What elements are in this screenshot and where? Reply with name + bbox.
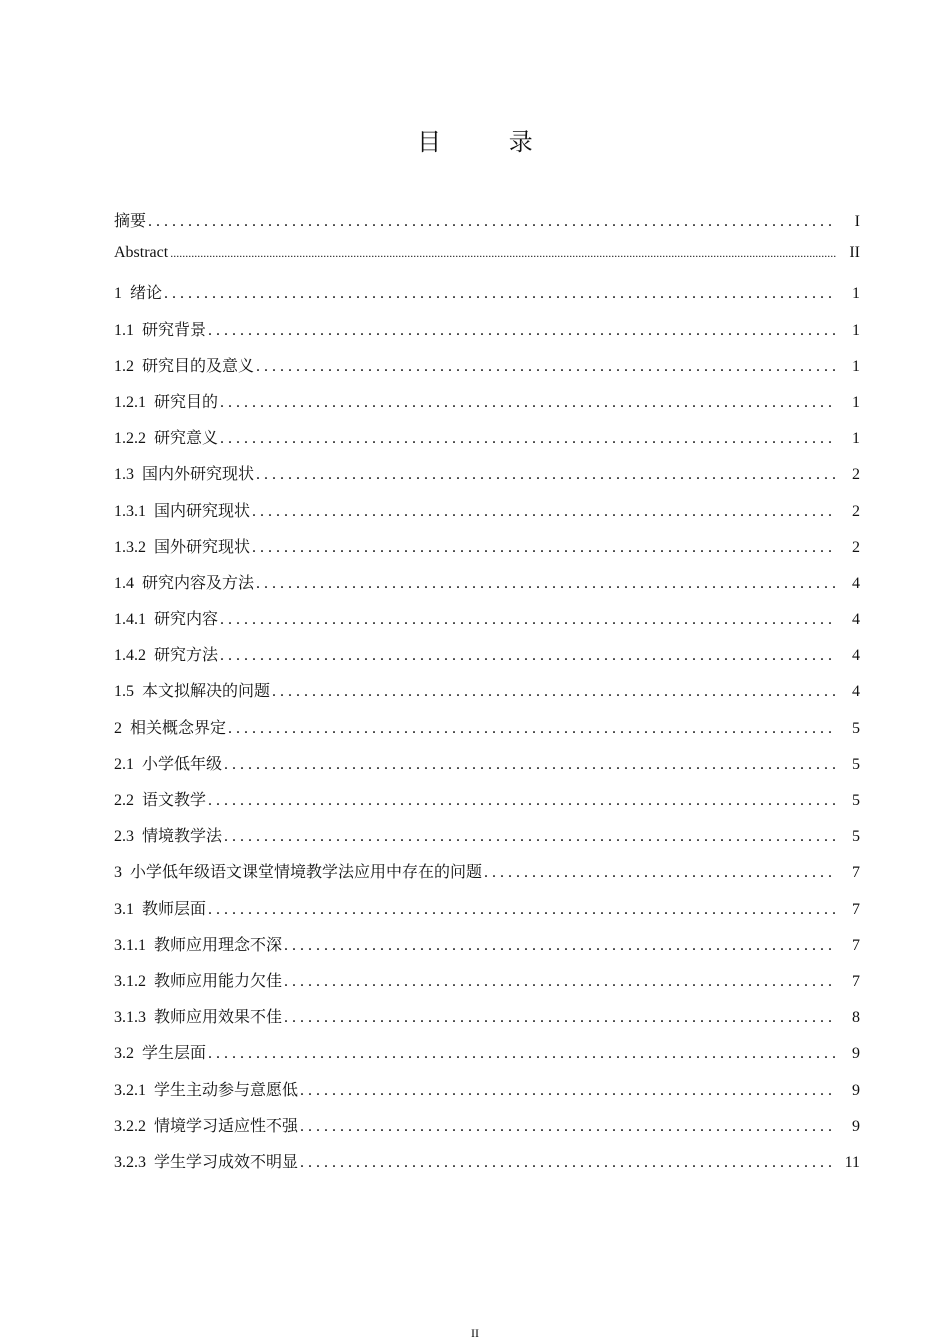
toc-entry-text: 研究意义 [154,430,219,448]
toc-entry-number: 3 [114,864,122,882]
toc-page-number: 5 [852,828,860,846]
toc-entry-number: 3.2.1 [114,1081,146,1099]
toc-dot-leader [252,539,836,557]
toc-dot-leader [284,937,836,955]
toc-entry-title [114,570,254,593]
toc-entry-number: 3.1.3 [114,1009,146,1027]
toc-entry-text: 学生学习成效不明显 [154,1153,299,1171]
toc-dot-leader [220,611,836,629]
toc-entry[interactable] [114,280,860,316]
toc-entry-number: 1.4.1 [114,611,146,629]
toc-entry[interactable] [114,570,860,606]
toc-entry[interactable] [114,715,860,751]
toc-entry-text: 学生层面 [142,1045,207,1063]
toc-entry-title [114,896,206,919]
toc-entry-title [114,1149,298,1172]
toc-entry-title [114,932,282,955]
toc-entry-title [114,425,218,448]
toc-entry[interactable] [114,1077,860,1113]
toc-entry-number: 1.1 [114,321,134,339]
toc-entry-title [114,534,250,557]
toc-entry-title [114,715,226,738]
toc-dot-leader [224,828,836,846]
toc-entry-title [114,461,254,484]
toc-page-number: 8 [852,1009,860,1027]
toc-entry-text: 研究背景 [142,321,207,339]
toc-entry-title [114,968,282,991]
toc-entry[interactable] [114,968,860,1004]
toc-page-number: 4 [852,683,860,701]
toc-page-number: 4 [852,611,860,629]
toc-entry-number: 1.3 [114,466,134,484]
toc-entry-title [114,1077,298,1100]
toc-page-number: 1 [852,393,860,411]
toc-dot-leader [208,322,836,340]
toc-dot-leader [220,647,836,665]
toc-page-number: 4 [852,574,860,592]
toc-entry-text: 国内研究现状 [154,502,251,520]
toc-entry-title [114,1040,206,1063]
toc-entry-title [114,678,270,701]
toc-entry[interactable] [114,317,860,353]
toc-entry-abstract-cn[interactable] [114,208,860,244]
toc-entry-abstract-en[interactable] [114,244,860,280]
toc-entry-text: 情境学习适应性不强 [154,1117,299,1135]
toc-dot-leader [300,1118,836,1136]
toc-entry-text: 语文教学 [142,792,207,809]
toc-entry[interactable] [114,534,860,570]
toc-entry-title [114,823,222,846]
toc-entry-title [114,606,218,629]
toc-dot-leader [300,1154,836,1172]
toc-entry[interactable] [114,787,860,823]
toc-dot-leader [252,503,836,521]
toc-entry-text: 研究方法 [154,647,219,665]
toc-page-number: 7 [852,972,860,990]
toc-page-number: 2 [852,502,860,520]
toc-entry-text: 国外研究现状 [154,538,251,556]
toc-page-number: 9 [852,1045,860,1063]
toc-entry-text: 教师应用能力欠佳 [154,972,283,990]
toc-page-number: 7 [852,864,860,882]
toc-page-number: 9 [852,1081,860,1099]
footer-page-number: II [471,1326,479,1340]
toc-entry-number: 3.1.1 [114,936,146,954]
toc-entry-number: 1.2 [114,357,134,375]
toc-dot-leader [284,1009,836,1027]
toc-entry-number: 1.5 [114,683,134,701]
toc-entry-title [114,859,482,882]
toc-entry-title [114,751,222,774]
toc-page-number: I [854,213,860,230]
toc-entry-title [114,389,218,412]
toc-page-number: 11 [844,1153,860,1171]
toc-page-number: 5 [852,792,860,809]
toc-page-number: 5 [852,755,860,773]
toc-page-number: 1 [852,430,860,448]
toc-entry-number: 2 [114,719,122,737]
toc-page-number: 5 [852,719,860,737]
toc-page-number: 4 [852,647,860,665]
toc-entry[interactable] [114,1004,860,1040]
toc-dot-leader [272,683,836,701]
toc-entry[interactable] [114,642,860,678]
toc-entry-number: 1.3.2 [114,538,146,556]
toc-entry[interactable] [114,896,860,932]
toc-page-number: 7 [852,900,860,918]
page-title: 目 录 [417,128,563,156]
toc-entry[interactable] [114,751,860,787]
toc-entry[interactable] [114,1113,860,1149]
toc-entry-number: 1.2.1 [114,393,146,411]
toc-entry[interactable] [114,678,860,714]
toc-entry-title [114,498,250,521]
toc-entry-number: 1 [114,285,122,303]
toc-entry-text: 绪论 [130,285,163,303]
toc-entry[interactable] [114,461,860,497]
toc-page-number: 7 [852,936,860,954]
toc-entry-number: 3.1 [114,900,134,918]
toc-entry-text: 小学低年级 [142,755,223,773]
toc-entry[interactable] [114,859,860,895]
toc-entry-title [114,787,206,810]
toc-dot-leader [228,720,836,738]
toc-dot-leader [220,430,836,448]
toc-dot-leader [484,864,836,882]
toc-entry[interactable] [114,932,860,968]
toc-dot-leader [284,973,836,991]
toc-entry-number: 3.1.2 [114,972,146,990]
toc-dot-leader [164,285,836,303]
toc-page-number: 2 [852,538,860,556]
toc-entry[interactable] [114,353,860,389]
toc-entry-title [114,1004,282,1027]
toc-entry-text: 本文拟解决的问题 [142,683,271,701]
toc-entry-title [114,280,162,303]
toc-entry-text: 研究目的及意义 [142,357,255,375]
toc-entry-number: 2.1 [114,755,134,773]
toc-entry-text: 小学低年级语文课堂情境教学法应用中存在的问题 [130,864,483,882]
toc-entry-title [114,1113,298,1136]
toc-entry-title: Abstract [114,244,169,262]
toc-dot-leader [220,394,836,412]
toc-entry-number: 1.2.2 [114,430,146,448]
toc-entry-number: 3.2 [114,1045,134,1063]
toc-dot-leader [256,575,836,593]
toc-entry-number: 2.2 [114,792,134,809]
toc-entry[interactable] [114,389,860,425]
toc-entry-text: 教师层面 [142,900,207,918]
toc-entry[interactable] [114,823,860,859]
toc-entry-number: 1.4.2 [114,647,146,665]
toc-entry-text: 国内外研究现状 [142,466,255,484]
toc-entry[interactable] [114,1040,860,1076]
toc-entry-number: 1.4 [114,574,134,592]
toc-entry[interactable] [114,498,860,534]
toc-entry-number: 3.2.2 [114,1117,146,1135]
toc-dot-leader [170,244,836,262]
toc-entry[interactable] [114,606,860,642]
toc-page-number: 9 [852,1117,860,1135]
toc-entry-text: 情境教学法 [142,828,223,846]
toc-entry-text: 教师应用理念不深 [154,936,283,954]
toc-entry-text: 研究目的 [154,393,219,411]
toc-dot-leader [208,1045,836,1063]
toc-dot-leader [208,901,836,919]
toc-entry[interactable] [114,425,860,461]
toc-entry[interactable] [114,1149,860,1185]
toc-dot-leader [300,1082,836,1100]
toc-entry-number: 2.3 [114,828,134,846]
toc-dot-leader [148,213,836,231]
toc-entry-text: 相关概念界定 [130,719,227,737]
toc-entry-text: 研究内容及方法 [142,574,255,592]
toc-dot-leader [208,792,836,810]
toc-entry-title [114,642,218,665]
toc-entry-text: 学生主动参与意愿低 [154,1081,299,1099]
toc-entry-number: 1.3.1 [114,502,146,520]
toc-entry-number: 3.2.3 [114,1153,146,1171]
table-of-contents [114,208,860,1185]
toc-page-number: 2 [852,466,860,484]
toc-dot-leader [256,358,836,376]
toc-page-number: 1 [852,321,860,339]
toc-entry-title: 摘要 [114,213,147,230]
toc-page-number: 1 [852,357,860,375]
toc-entry-title [114,353,254,376]
toc-entry-title [114,317,206,340]
toc-entry-text: 教师应用效果不佳 [154,1009,283,1027]
toc-dot-leader [256,466,836,484]
toc-page-number: II [849,244,860,262]
toc-entry-text: 研究内容 [154,611,219,629]
toc-dot-leader [224,756,836,774]
toc-page-number: 1 [852,285,860,303]
